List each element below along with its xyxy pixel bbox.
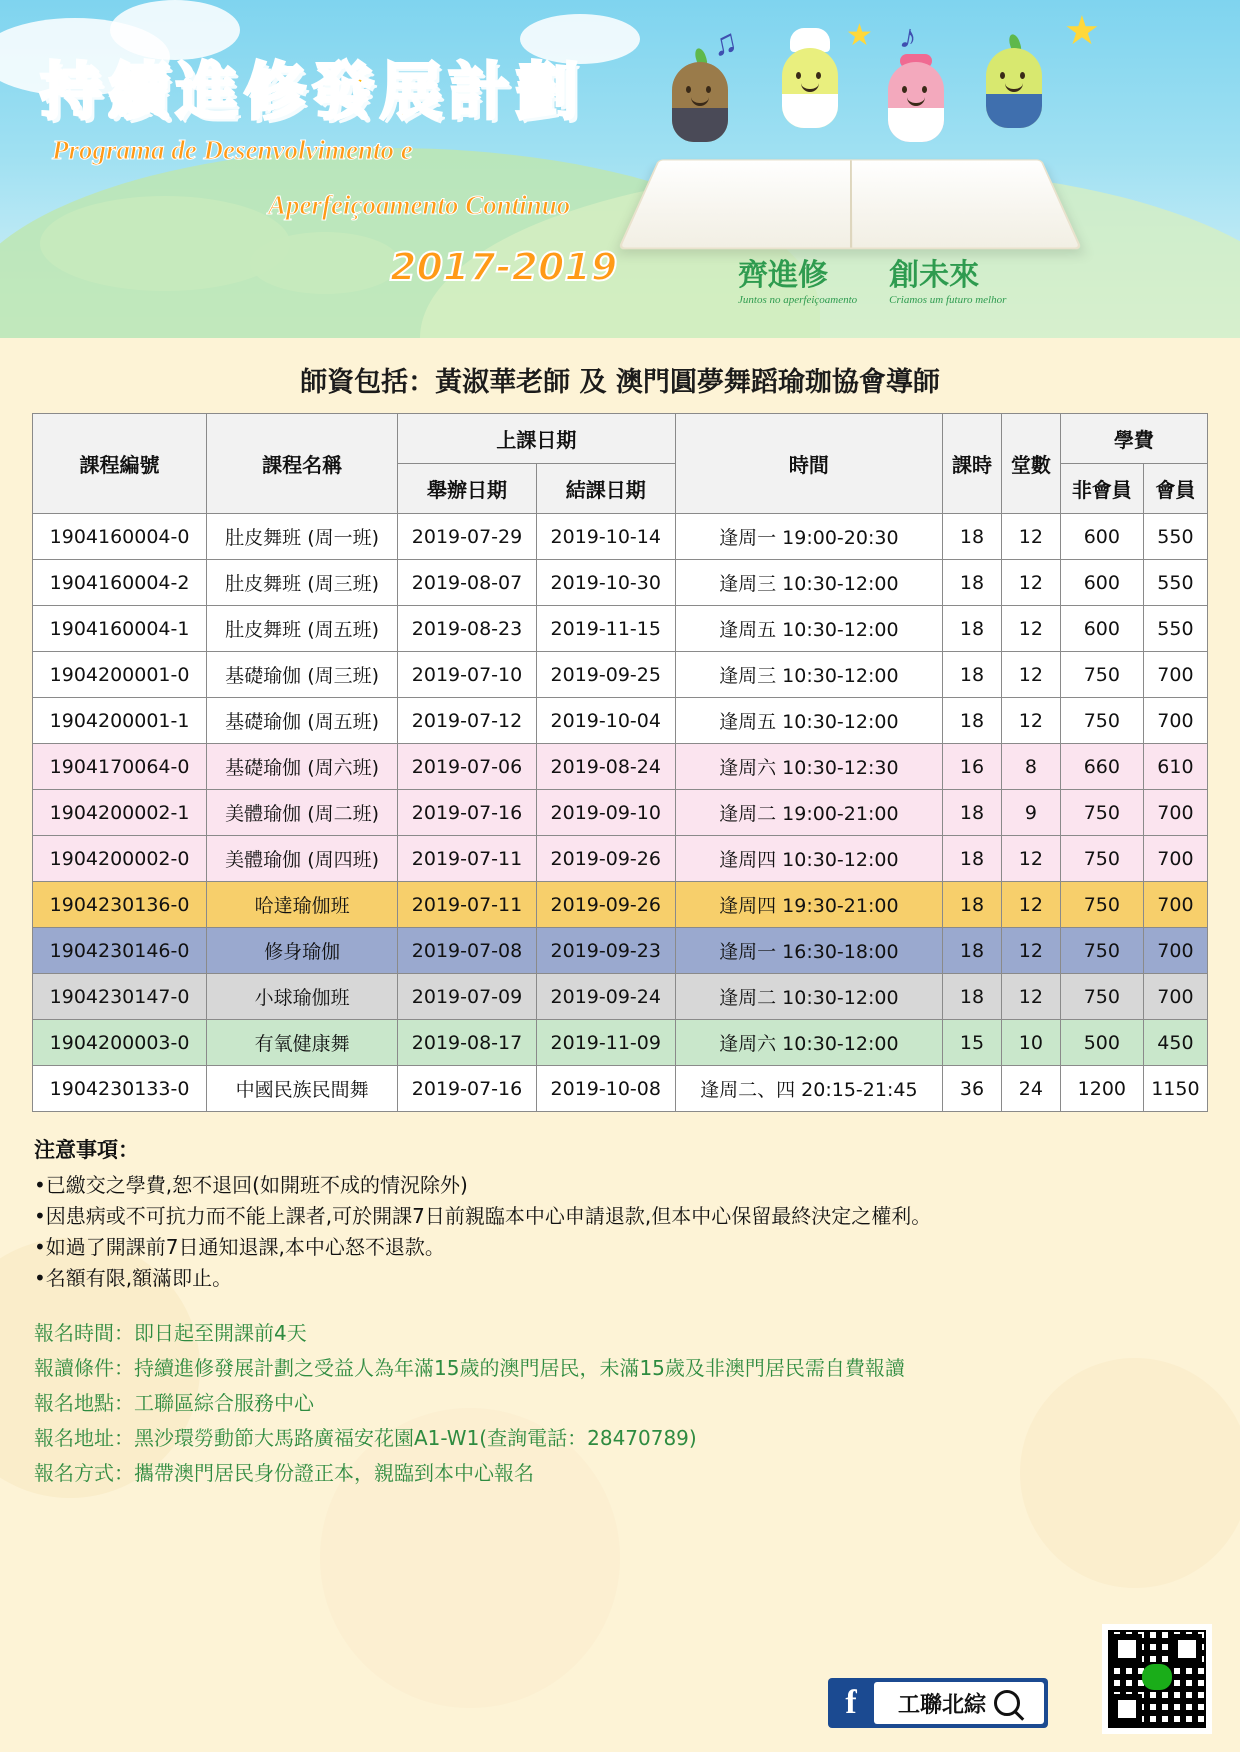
- course-fee-non-member: 600: [1060, 560, 1143, 606]
- star-icon: ★: [1064, 9, 1100, 53]
- course-code: 1904160004-0: [33, 514, 207, 560]
- course-fee-member: 700: [1143, 928, 1207, 974]
- course-lessons: 9: [1001, 790, 1060, 836]
- course-end-date: 2019-09-10: [536, 790, 675, 836]
- suit-shape: [782, 94, 838, 128]
- course-end-date: 2019-10-14: [536, 514, 675, 560]
- course-fee-member: 700: [1143, 790, 1207, 836]
- suit-shape: [888, 108, 944, 142]
- course-lessons: 10: [1001, 1020, 1060, 1066]
- course-end-date: 2019-10-04: [536, 698, 675, 744]
- course-lessons: 12: [1001, 606, 1060, 652]
- banner-subtitle-line1: Programa de Desenvolvimento e: [52, 135, 413, 165]
- course-end-date: 2019-10-08: [536, 1066, 675, 1112]
- course-start-date: 2019-07-11: [398, 882, 537, 928]
- course-lessons: 12: [1001, 560, 1060, 606]
- course-code: 1904200003-0: [33, 1020, 207, 1066]
- course-start-date: 2019-07-09: [398, 974, 537, 1020]
- course-time: 逢周四 19:30-21:00: [675, 882, 942, 928]
- course-time: 逢周五 10:30-12:00: [675, 698, 942, 744]
- col-header-end-date: 結課日期: [536, 464, 675, 514]
- page-body: [0, 338, 1240, 1752]
- facebook-page-badge[interactable]: [828, 1678, 1048, 1728]
- course-code: 1904200002-1: [33, 790, 207, 836]
- slogan-right-big: 創未來: [889, 258, 980, 293]
- slogan-right: [889, 250, 1006, 306]
- course-name: 基礎瑜伽 (周三班): [207, 652, 398, 698]
- course-start-date: 2019-07-16: [398, 1066, 537, 1112]
- course-time: 逢周四 10:30-12:00: [675, 836, 942, 882]
- mascot-chef: [782, 48, 838, 128]
- note-item: • 已繳交之學費,恕不退回(如開班不成的情況除外): [34, 1170, 1240, 1201]
- table-row: [33, 882, 1208, 928]
- course-lessons: 12: [1001, 698, 1060, 744]
- course-end-date: 2019-09-26: [536, 836, 675, 882]
- mascot-office-worker: [986, 48, 1042, 128]
- course-end-date: 2019-09-26: [536, 882, 675, 928]
- qr-finder-icon: [1172, 1634, 1202, 1664]
- course-fee-non-member: 750: [1060, 882, 1143, 928]
- table-row: [33, 1020, 1208, 1066]
- course-hours: 18: [943, 790, 1002, 836]
- col-header-non-member: 非會員: [1060, 464, 1143, 514]
- course-code: 1904160004-1: [33, 606, 207, 652]
- course-fee-member: 550: [1143, 606, 1207, 652]
- course-end-date: 2019-11-15: [536, 606, 675, 652]
- table-row: [33, 928, 1208, 974]
- notes-title: 注意事項：: [34, 1138, 139, 1162]
- course-hours: 36: [943, 1066, 1002, 1112]
- course-start-date: 2019-07-06: [398, 744, 537, 790]
- course-start-date: 2019-08-07: [398, 560, 537, 606]
- course-name: 美體瑜伽 (周四班): [207, 836, 398, 882]
- col-header-member: 會員: [1143, 464, 1207, 514]
- note-item: • 如過了開課前7日通知退課,本中心怒不退款。: [34, 1232, 1240, 1263]
- suit-shape: [672, 108, 728, 142]
- course-fee-member: 550: [1143, 560, 1207, 606]
- course-time: 逢周六 10:30-12:00: [675, 1020, 942, 1066]
- header-banner: [0, 0, 1240, 338]
- application-line: 報名方式：攜帶澳門居民身份證正本，親臨到本中心報名: [34, 1461, 534, 1485]
- slogan-left-small: Juntos no aperfeiçoamento: [738, 294, 858, 306]
- course-code: 1904200001-0: [33, 652, 207, 698]
- course-name: 基礎瑜伽 (周五班): [207, 698, 398, 744]
- course-fee-member: 700: [1143, 698, 1207, 744]
- course-name: 有氧健康舞: [207, 1020, 398, 1066]
- col-header-fee: 學費: [1060, 414, 1207, 464]
- course-fee-non-member: 1200: [1060, 1066, 1143, 1112]
- course-fee-member: 610: [1143, 744, 1207, 790]
- course-fee-non-member: 750: [1060, 836, 1143, 882]
- course-hours: 18: [943, 698, 1002, 744]
- course-end-date: 2019-10-30: [536, 560, 675, 606]
- course-start-date: 2019-08-17: [398, 1020, 537, 1066]
- course-fee-non-member: 600: [1060, 606, 1143, 652]
- course-lessons: 12: [1001, 882, 1060, 928]
- slogan-left-big: 齊進修: [738, 258, 828, 293]
- course-start-date: 2019-07-08: [398, 928, 537, 974]
- course-fee-member: 1150: [1143, 1066, 1207, 1112]
- course-name: 修身瑜伽: [207, 928, 398, 974]
- table-row: [33, 744, 1208, 790]
- search-icon: [994, 1690, 1020, 1716]
- course-time: 逢周二 19:00-21:00: [675, 790, 942, 836]
- col-header-start-date: 舉辦日期: [398, 464, 537, 514]
- course-hours: 18: [943, 514, 1002, 560]
- col-header-name: 課程名稱: [207, 414, 398, 514]
- course-fee-member: 700: [1143, 836, 1207, 882]
- qr-finder-icon: [1112, 1694, 1142, 1724]
- music-note-icon: ♪: [896, 16, 921, 58]
- course-start-date: 2019-08-23: [398, 606, 537, 652]
- application-line: 報名地點：工聯區綜合服務中心: [34, 1391, 314, 1415]
- course-code: 1904200002-0: [33, 836, 207, 882]
- course-time: 逢周二、四 20:15-21:45: [675, 1066, 942, 1112]
- course-time: 逢周三 10:30-12:00: [675, 560, 942, 606]
- mascot-violinist: [672, 62, 728, 142]
- table-row: [33, 606, 1208, 652]
- course-start-date: 2019-07-29: [398, 514, 537, 560]
- table-row: [33, 974, 1208, 1020]
- facebook-page-name: [874, 1682, 1044, 1724]
- col-header-class-date: 上課日期: [398, 414, 676, 464]
- course-hours: 18: [943, 928, 1002, 974]
- course-fee-member: 700: [1143, 882, 1207, 928]
- teacher-line: 師資包括：黃淑華老師 及 澳門圓夢舞蹈瑜珈協會導師: [300, 367, 940, 398]
- application-line: 報名地址：黑沙環勞動節大馬路廣福安花園A1-W1(查詢電話：28470789): [34, 1426, 697, 1450]
- course-name: 小球瑜伽班: [207, 974, 398, 1020]
- table-header-row-1: [33, 414, 1208, 464]
- course-fee-non-member: 750: [1060, 790, 1143, 836]
- course-hours: 18: [943, 974, 1002, 1020]
- course-hours: 18: [943, 836, 1002, 882]
- course-code: 1904230133-0: [33, 1066, 207, 1112]
- course-name: 基礎瑜伽 (周六班): [207, 744, 398, 790]
- note-item: • 名額有限,額滿即止。: [34, 1263, 1240, 1294]
- course-name: 哈達瑜伽班: [207, 882, 398, 928]
- course-end-date: 2019-09-23: [536, 928, 675, 974]
- table-row: [33, 560, 1208, 606]
- col-header-lessons: 堂數: [1001, 414, 1060, 514]
- course-hours: 18: [943, 606, 1002, 652]
- course-fee-non-member: 600: [1060, 514, 1143, 560]
- course-code: 1904230146-0: [33, 928, 207, 974]
- course-code: 1904160004-2: [33, 560, 207, 606]
- col-header-code: 課程編號: [33, 414, 207, 514]
- course-fee-non-member: 500: [1060, 1020, 1143, 1066]
- mascot-nurse: [888, 62, 944, 142]
- table-row: [33, 790, 1208, 836]
- course-end-date: 2019-08-24: [536, 744, 675, 790]
- course-fee-non-member: 750: [1060, 698, 1143, 744]
- star-icon: ★: [846, 19, 873, 52]
- application-info: [34, 1316, 1240, 1491]
- course-name: 肚皮舞班 (周五班): [207, 606, 398, 652]
- course-lessons: 12: [1001, 652, 1060, 698]
- course-hours: 18: [943, 560, 1002, 606]
- table-row: [33, 1066, 1208, 1112]
- suit-shape: [986, 94, 1042, 128]
- course-time: 逢周二 10:30-12:00: [675, 974, 942, 1020]
- course-lessons: 24: [1001, 1066, 1060, 1112]
- facebook-page-label: 工聯北綜: [897, 1692, 986, 1718]
- course-start-date: 2019-07-10: [398, 652, 537, 698]
- course-name: 肚皮舞班 (周一班): [207, 514, 398, 560]
- course-hours: 18: [943, 882, 1002, 928]
- course-code: 1904170064-0: [33, 744, 207, 790]
- course-start-date: 2019-07-11: [398, 836, 537, 882]
- course-hours: 18: [943, 652, 1002, 698]
- course-hours: 15: [943, 1020, 1002, 1066]
- col-header-hours: 課時: [943, 414, 1002, 514]
- course-fee-non-member: 750: [1060, 928, 1143, 974]
- banner-subtitle-line2: Aperfeiçoamento Continuo: [268, 190, 571, 220]
- course-time: 逢周五 10:30-12:00: [675, 606, 942, 652]
- course-start-date: 2019-07-16: [398, 790, 537, 836]
- course-lessons: 8: [1001, 744, 1060, 790]
- course-time: 逢周一 16:30-18:00: [675, 928, 942, 974]
- course-lessons: 12: [1001, 836, 1060, 882]
- course-fee-member: 700: [1143, 652, 1207, 698]
- course-code: 1904230136-0: [33, 882, 207, 928]
- course-name: 中國民族民間舞: [207, 1066, 398, 1112]
- course-fee-non-member: 750: [1060, 652, 1143, 698]
- table-row: [33, 514, 1208, 560]
- music-note-icon: ♫: [708, 21, 742, 65]
- course-time: 逢周三 10:30-12:00: [675, 652, 942, 698]
- course-name: 肚皮舞班 (周三班): [207, 560, 398, 606]
- qr-finder-icon: [1112, 1634, 1142, 1664]
- notes-list: [34, 1170, 1240, 1294]
- course-start-date: 2019-07-12: [398, 698, 537, 744]
- course-lessons: 12: [1001, 974, 1060, 1020]
- course-lessons: 12: [1001, 514, 1060, 560]
- note-item: • 因患病或不可抗力而不能上課者,可於開課7日前親臨本中心申請退款,但本中心保留最終決定之權利。: [34, 1201, 1240, 1232]
- course-time: 逢周六 10:30-12:30: [675, 744, 942, 790]
- wechat-icon: [1142, 1664, 1172, 1690]
- table-row: [33, 836, 1208, 882]
- facebook-icon: f: [845, 1684, 857, 1721]
- course-end-date: 2019-09-25: [536, 652, 675, 698]
- course-end-date: 2019-09-24: [536, 974, 675, 1020]
- course-table-head: [33, 414, 1208, 514]
- application-line: 報名時間：即日起至開課前4天: [34, 1321, 307, 1345]
- course-table-body: [33, 514, 1208, 1112]
- table-row: [33, 698, 1208, 744]
- slogan-right-small: Criamos um futuro melhor: [889, 294, 1007, 306]
- banner-years: 2017-2019: [390, 245, 618, 289]
- course-code: 1904200001-1: [33, 698, 207, 744]
- course-table: [32, 413, 1208, 1112]
- course-fee-member: 550: [1143, 514, 1207, 560]
- notes-section: [34, 1134, 1240, 1294]
- course-time: 逢周一 19:00-20:30: [675, 514, 942, 560]
- course-code: 1904230147-0: [33, 974, 207, 1020]
- course-fee-non-member: 660: [1060, 744, 1143, 790]
- course-hours: 16: [943, 744, 1002, 790]
- col-header-time: 時間: [675, 414, 942, 514]
- slogan-left: [738, 250, 857, 306]
- course-fee-non-member: 750: [1060, 974, 1143, 1020]
- open-book-illustration: [618, 159, 1082, 249]
- course-lessons: 12: [1001, 928, 1060, 974]
- application-line: 報讀條件：持續進修發展計劃之受益人為年滿15歲的澳門居民，未滿15歲及非澳門居民需自費報讀: [34, 1356, 905, 1380]
- slogan-block: [738, 250, 1006, 306]
- course-end-date: 2019-11-09: [536, 1020, 675, 1066]
- course-fee-member: 700: [1143, 974, 1207, 1020]
- course-fee-member: 450: [1143, 1020, 1207, 1066]
- course-name: 美體瑜伽 (周二班): [207, 790, 398, 836]
- banner-title: 持續進修發展計劃: [40, 55, 585, 128]
- table-row: [33, 652, 1208, 698]
- qr-code: [1102, 1624, 1212, 1734]
